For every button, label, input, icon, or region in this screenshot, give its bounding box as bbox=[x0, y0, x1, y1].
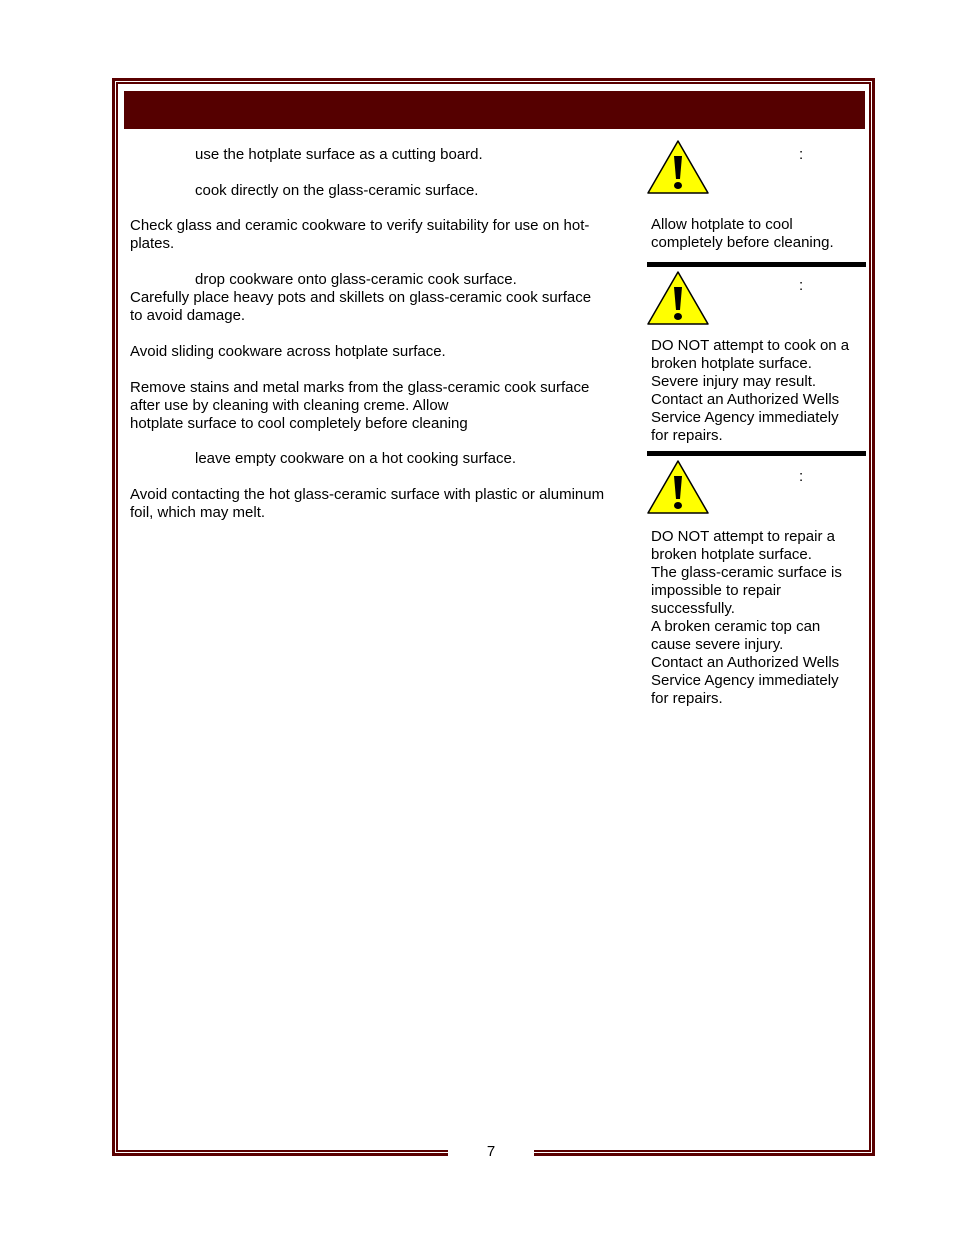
warning-triangle-icon bbox=[645, 270, 711, 326]
warning-text: DO NOT attempt to cook on a broken hotplate surface. Severe injury may result. Contact an Authorized Wells Service Agency immediately for repairs. bbox=[651, 337, 850, 444]
precaution-item: cook directly on the glass-ceramic surface. bbox=[195, 182, 479, 199]
precaution-item: drop cookware onto glass-ceramic cook surface. bbox=[195, 271, 517, 288]
warning-heading-colon: : bbox=[799, 277, 804, 294]
warning-heading-colon: : bbox=[799, 146, 804, 163]
warning-heading-colon: : bbox=[799, 468, 804, 485]
precaution-item: Check glass and ceramic cookware to verify suitability for use on hot- plates. bbox=[130, 217, 590, 252]
precaution-item: leave empty cookware on a hot cooking surface. bbox=[195, 450, 517, 467]
page-number: 7 bbox=[486, 1143, 496, 1160]
divider-rule bbox=[647, 451, 866, 456]
section-header-bar bbox=[124, 91, 865, 129]
precaution-item: use the hotplate surface as a cutting board. bbox=[195, 146, 483, 163]
precaution-item: Carefully place heavy pots and skillets on glass-ceramic cook surface to avoid damage. bbox=[130, 289, 592, 324]
warning-triangle-icon bbox=[645, 459, 711, 515]
warning-triangle-icon bbox=[645, 139, 711, 195]
divider-rule bbox=[647, 262, 866, 267]
precaution-item: Avoid sliding cookware across hotplate surface. bbox=[130, 343, 446, 360]
precaution-item: Avoid contacting the hot glass-ceramic surface with plastic or aluminum foil, which may melt. bbox=[130, 486, 605, 521]
precaution-item: Remove stains and metal marks from the glass-ceramic cook surface after use by cleaning with cleaning creme. Allow hotplate surface to cool completely before cleaning bbox=[130, 379, 590, 432]
warning-text: DO NOT attempt to repair a broken hotplate surface. The glass-ceramic surface is impossible to repair successfully. A broken ceramic top can cause severe injury. Contact an Authorized Wells Service Agency immediately for repairs. bbox=[651, 528, 842, 707]
warning-text: Allow hotplate to cool completely before cleaning. bbox=[651, 216, 834, 251]
